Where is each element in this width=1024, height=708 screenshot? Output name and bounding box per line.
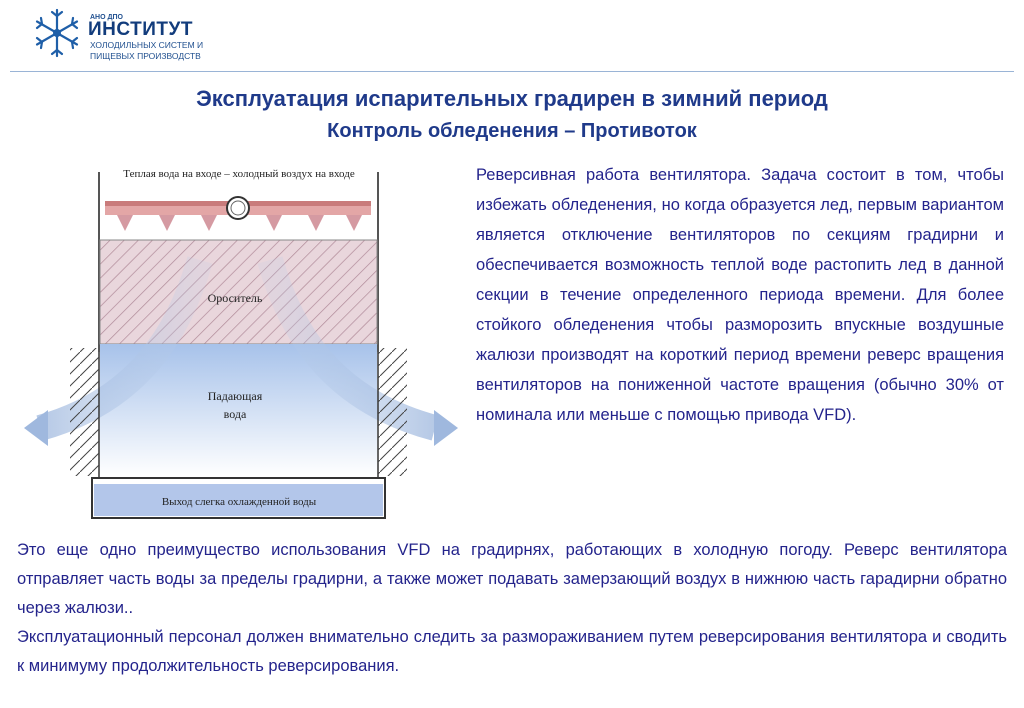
top-label: Теплая вода на входе – холодный воздух на входе bbox=[123, 168, 355, 180]
left-louvers bbox=[70, 348, 99, 478]
basin-label: Выход слегка охлажденной воды bbox=[161, 496, 317, 508]
right-arrow-head bbox=[434, 410, 458, 446]
page-subtitle: Контроль обледенения – Противоток bbox=[327, 120, 697, 142]
header-divider bbox=[10, 71, 1014, 72]
left-arrow-head bbox=[24, 410, 48, 446]
water-label-2: вода bbox=[223, 407, 247, 421]
spray-header bbox=[105, 197, 371, 231]
fill-label: Ороситель bbox=[207, 291, 263, 305]
cooling-tower-diagram bbox=[20, 160, 465, 528]
logo-name: ИНСТИТУТ bbox=[88, 19, 193, 40]
right-paragraph: Реверсивная работа вентилятора. Задача состоит в том, чтобы избежать обледенения, но когда образуется лед, первым вариантом является отключение вентиляторов по секциям градирни и обеспечивается возможность теплой воде растопить лед в данной секции в течение определенного периода времени. Для более стойкого обледенения чтобы разморозить впускные воздушные жалюзи производят на короткий период времени реверс вращения вентиляторов на пониженной частоте вращения (обычно 30% от номинала или меньше с помощью привода VFD). bbox=[476, 166, 1004, 424]
page-title: Эксплуатация испарительных градирен в зимний период bbox=[196, 86, 828, 111]
snowflake-icon bbox=[30, 6, 84, 60]
bottom-paragraph-2: Эксплуатационный персонал должен внимательно следить за размораживанием путем реверсирования вентилятора и сводить к минимуму продолжительность реверсирования. bbox=[17, 628, 1007, 675]
logo-small-text: АНО ДПО bbox=[90, 14, 123, 21]
logo-line-2: ПИЩЕВЫХ ПРОИЗВОДСТВ bbox=[90, 51, 201, 61]
bottom-paragraph-1: Это еще одно преимущество использования VFD на градирнях, работающих в холодную погоду. Реверс вентилятора отправляет часть воды за пределы градирни, а также может подавать замерзающий воздух в нижнюю часть гарадирни обратно через жалюзи.. bbox=[17, 541, 1007, 617]
logo-line-1: ХОЛОДИЛЬНЫХ СИСТЕМ И bbox=[90, 40, 204, 50]
institute-logo bbox=[30, 6, 230, 62]
right-louvers bbox=[378, 348, 407, 478]
bottom-text-block bbox=[17, 536, 1007, 681]
water-label-1: Падающая bbox=[207, 389, 263, 403]
